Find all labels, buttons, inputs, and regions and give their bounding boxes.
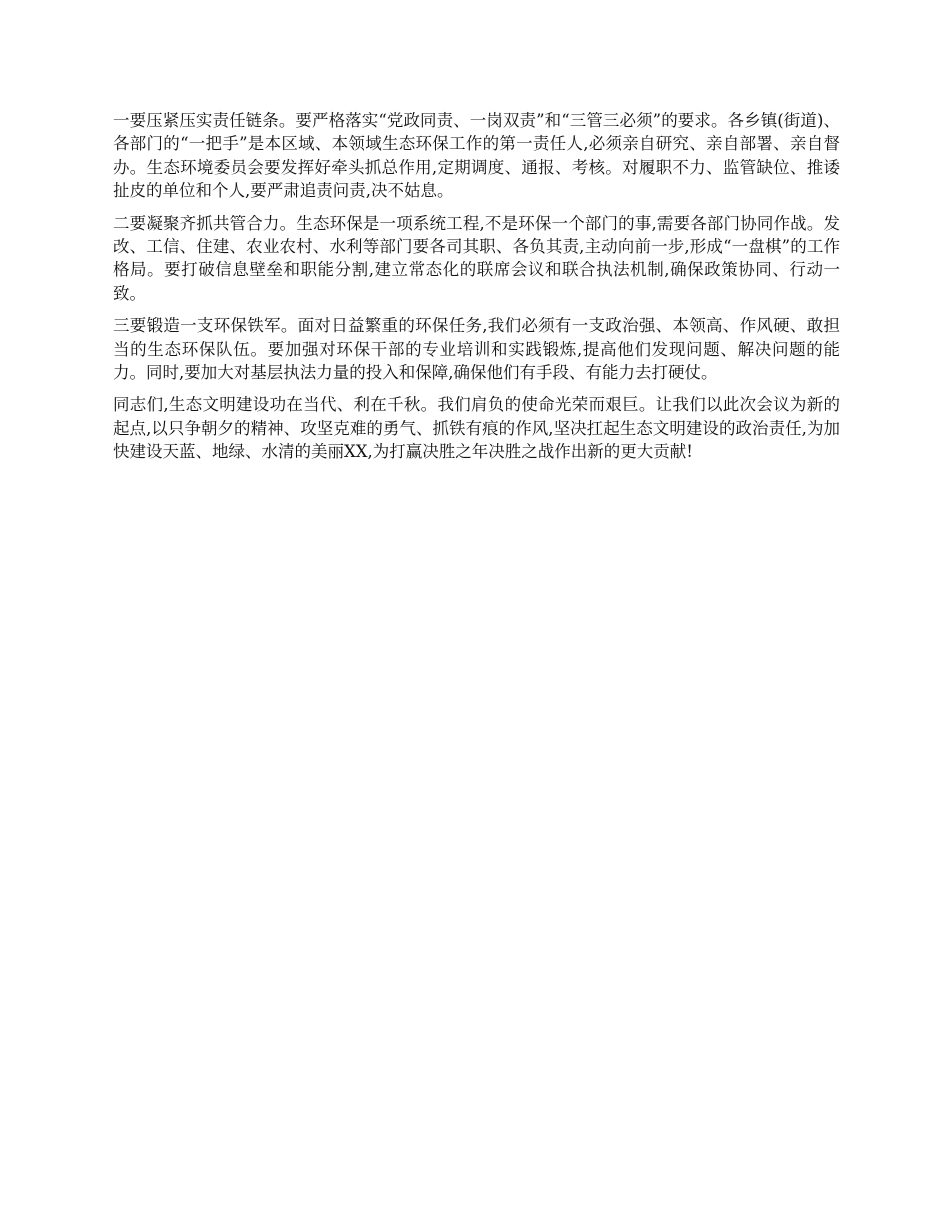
paragraph-cooperation: 二要凝聚齐抓共管合力。生态环保是一项系统工程,不是环保一个部门的事,需要各部门协同作战。发改、工信、住建、农业农村、水利等部门要各司其职、各负其责,主动向前一步,形成“一盘棋”的工作格局。要打破信息壁垒和职能分割,建立常态化的联席会议和联合执法机制,确保政策协同、行动一致。 — [113, 213, 840, 303]
document-body — [113, 109, 840, 473]
paragraph-responsibility: 一要压紧压实责任链条。要严格落实“党政同责、一岗双责”和“三管三必须”的要求。各乡镇(街道)、各部门的“一把手”是本区域、本领域生态环保工作的第一责任人,必须亲自研究、亲自部署、亲自督办。生态环境委员会要发挥好牵头抓总作用,定期调度、通报、考核。对履职不力、监管缺位、推诿扯皮的单位和个人,要严肃追责问责,决不姑息。 — [113, 111, 840, 201]
paragraph-closing: 同志们,生态文明建设功在当代、利在千秋。我们肩负的使命光荣而艰巨。让我们以此次会议为新的起点,以只争朝夕的精神、攻坚克难的勇气、抓铁有痕的作风,坚决扛起生态文明建设的政治责任,为加快建设天蓝、地绿、水清的美丽XX,为打赢决胜之年决胜之战作出新的更大贡献! — [113, 395, 840, 462]
paragraph-team-building: 三要锻造一支环保铁军。面对日益繁重的环保任务,我们必须有一支政治强、本领高、作风硬、敢担当的生态环保队伍。要加强对环保干部的专业培训和实践锻炼,提高他们发现问题、解决问题的能力。同时,要加大对基层执法力量的投入和保障,确保他们有手段、有能力去打硬仗。 — [113, 316, 840, 383]
